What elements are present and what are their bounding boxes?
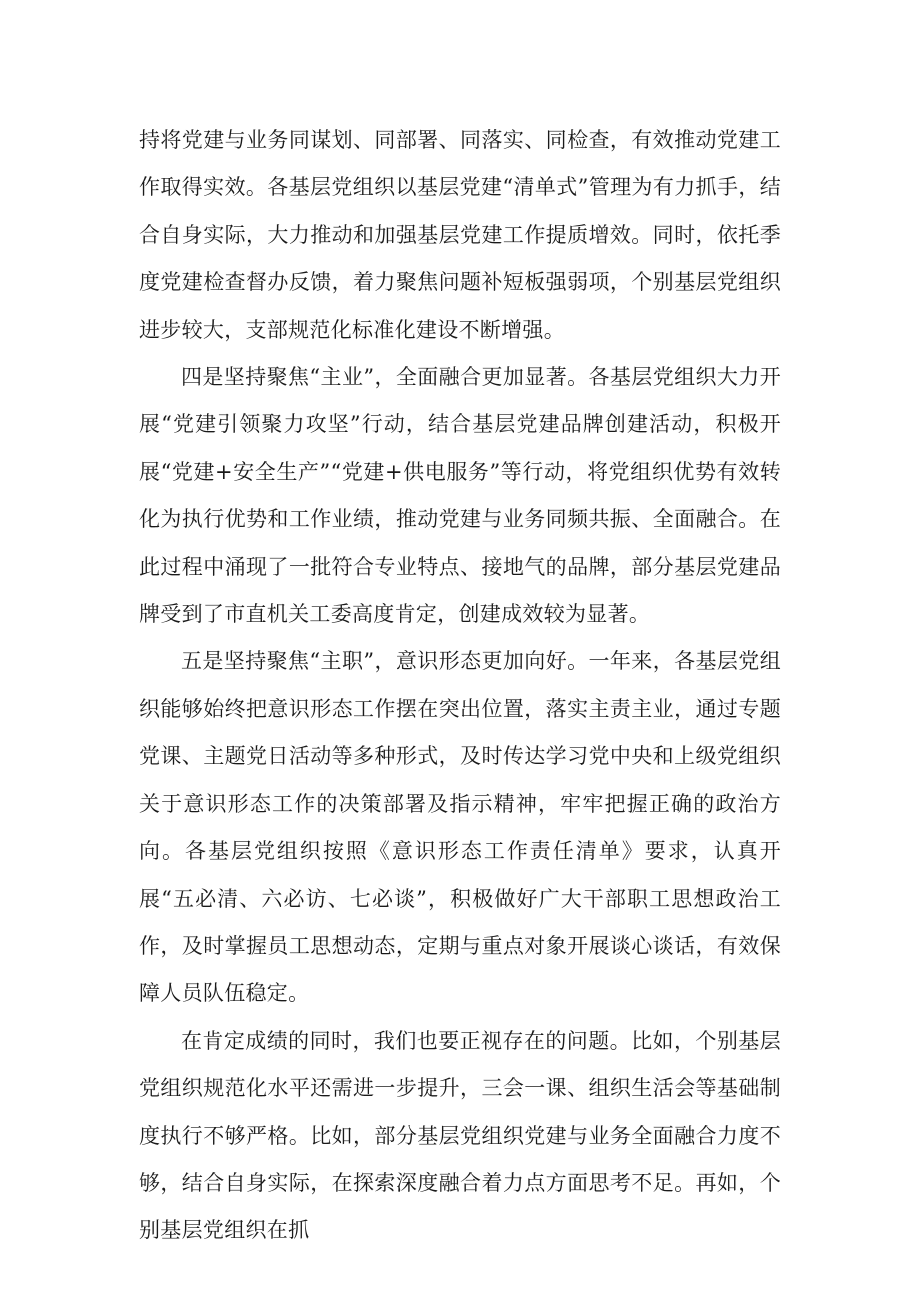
paragraph-point-four: 四是坚持聚焦“主业”，全面融合更加显著。各基层党组织大力开展“党建引领聚力攻坚”行动，结合基层党建品牌创建活动，积极开展“党建+安全生产”“党建+供电服务”等行动，将党组织优势有效转化为执行优势和工作业绩，推动党建与业务同频共振、全面融合。在此过程中涌现了一批符合专业特点、接地气的品牌，部分基层党建品牌受到了市直机关工委高度肯定，创建成效较为显著。 bbox=[139, 365, 781, 627]
paragraph-continuation: 持将党建与业务同谋划、同部署、同落实、同检查，有效推动党建工作取得实效。各基层党组织以基层党建“清单式”管理为有力抓手，结合自身实际，大力推动和加强基层党建工作提质增效。同时，依托季度党建检查督办反馈，着力聚焦问题补短板强弱项，个别基层党组织进步较大，支部规范化标准化建设不断增强。 bbox=[139, 128, 781, 342]
paragraph-point-five: 五是坚持聚焦“主职”，意识形态更加向好。一年来，各基层党组织能够始终把意识形态工作摆在突出位置，落实主责主业，通过专题党课、主题党日活动等多种形式，及时传达学习党中央和上级党组织关于意识形态工作的决策部署及指示精神，牢牢把握正确的政治方向。各基层党组织按照《意识形态工作责任清单》要求，认真开展“五必清、六必访、七必谈”，积极做好广大干部职工思想政治工作，及时掌握员工思想动态，定期与重点对象开展谈心谈话，有效保障人员队伍稳定。 bbox=[139, 649, 781, 1006]
paragraph-problems: 在肯定成绩的同时，我们也要正视存在的问题。比如，个别基层党组织规范化水平还需进一步提升，三会一课、组织生活会等基础制度执行不够严格。比如，部分基层党组织党建与业务全面融合力度不够，结合自身实际，在探索深度融合着力点方面思考不足。再如，个别基层党组织在抓 bbox=[139, 1028, 781, 1243]
document-body bbox=[139, 117, 781, 1255]
